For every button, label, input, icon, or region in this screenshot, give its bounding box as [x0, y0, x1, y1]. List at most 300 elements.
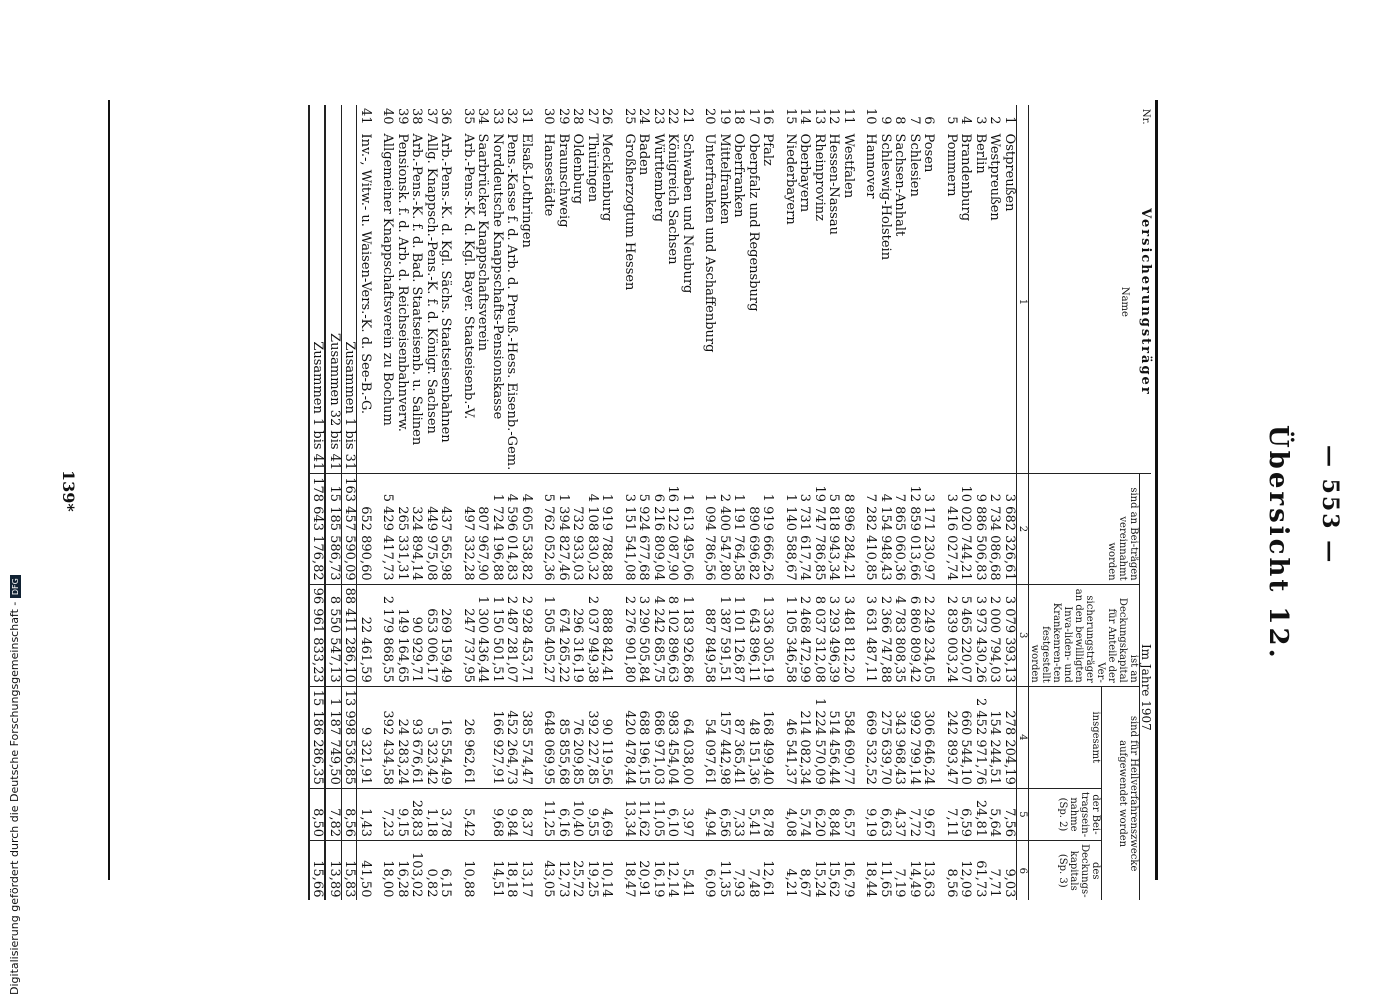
row-capital: 3 481 812,20 [841, 584, 856, 686]
row-healing-total: 54 097,61 [702, 686, 717, 788]
row-healing-total [475, 686, 490, 788]
row-capital: 3 079 393,13 [1002, 584, 1017, 686]
row-nr: 3 [973, 116, 988, 125]
table-row [973, 105, 988, 900]
row-name: Hessen-Nassau [826, 131, 841, 474]
header-colnums [1017, 105, 1029, 900]
row-pct-contributions [475, 788, 490, 840]
row-pct-contributions: 11,25 [541, 788, 556, 840]
row-capital: 296 316,19 [570, 584, 585, 686]
group-gap [855, 105, 863, 900]
row-capital: 8 102 896,63 [665, 584, 680, 686]
table-row [357, 105, 372, 900]
group-gap [372, 105, 380, 900]
row-healing-total: 90 119,56 [599, 686, 614, 788]
table-row [599, 105, 614, 900]
row-capital: 2 366 747,88 [878, 584, 893, 686]
row-pct-contributions: 11,62 [636, 788, 651, 840]
row-contributions: 5 762 052,36 [541, 474, 556, 584]
row-pct-capital: 7,19 [892, 868, 908, 898]
row-nr: 23 [651, 108, 666, 125]
row-pct-contributions: 4,08 [783, 788, 798, 840]
row-contributions: 3 731 617,74 [797, 474, 812, 584]
row-pct-contributions: 3,78 [438, 788, 453, 840]
row-name: Thüringen [585, 131, 600, 474]
table-row [395, 105, 410, 900]
row-capital: 3 973 430,26 [973, 584, 988, 686]
row-pct-contributions: 9,55 [585, 788, 600, 840]
footer-mark: 139* [59, 470, 78, 512]
row-pct-capital: 14,49 [907, 860, 922, 898]
row-name: Schlesien [907, 131, 922, 474]
row-contributions: 652 890,60 [357, 474, 372, 584]
row-contributions: 265 331,31 [395, 474, 410, 584]
table-row [841, 105, 856, 900]
row-name: Hansestädte [541, 131, 556, 474]
row-capital: 2 037 949,38 [585, 584, 600, 686]
row-capital: 2 249 234,05 [921, 584, 936, 686]
row-nr: 15 [783, 108, 798, 125]
row-capital: 1 505 405,27 [541, 584, 556, 686]
header-col4: insgesamt [1029, 686, 1102, 788]
row-pct-capital: 19,25 [585, 860, 600, 898]
table-row [702, 105, 717, 900]
row-contributions: 8 896 284,21 [841, 474, 856, 584]
colnum-6: 6 [1017, 841, 1029, 901]
row-contributions: 1 394 827,46 [556, 474, 571, 584]
row-capital: 2 839 003,24 [944, 584, 959, 686]
row-nr: 25 [622, 108, 637, 125]
row-pct-contributions: 4,37 [892, 788, 907, 840]
row-pct-contributions: 9,19 [863, 788, 878, 840]
table-row [907, 105, 922, 900]
row-healing-total: 154 244,51 [987, 686, 1002, 788]
row-contributions: 3 171 230,97 [921, 474, 936, 584]
table-row [651, 105, 666, 900]
row-nr: 5 [944, 116, 959, 125]
row-contributions: 497 332,28 [461, 474, 476, 584]
row-capital: 887 849,58 [702, 584, 717, 686]
row-capital: 888 842,41 [599, 584, 614, 686]
row-name: Pensionsk. f. d. Arb. d. Reichseisenbahnverw. [395, 131, 410, 474]
row-healing-total: 983 454,04 [665, 686, 680, 788]
row-nr: 17 [746, 108, 761, 125]
row-contributions: 16 122 087,90 [665, 474, 680, 584]
row-pct-contributions: 6,59 [958, 788, 973, 840]
row-nr: 24 [636, 108, 652, 125]
table-row [409, 105, 424, 900]
total-capital: 88 411 286,10 [342, 584, 358, 686]
row-contributions: 5 429 417,73 [380, 474, 395, 584]
row-pct-contributions: 1,43 [357, 788, 372, 840]
row-capital: 5 465 220,07 [958, 584, 973, 686]
row-capital: 2 468 472,99 [797, 584, 812, 686]
row-healing-total: 278 204,19 [1002, 686, 1017, 788]
row-name: Oberpfalz und Regensburg [746, 131, 761, 474]
row-pct-capital: 8,56 [944, 868, 959, 898]
total-contributions: 178 643 176,82 [309, 474, 326, 584]
row-nr: 10 [863, 108, 879, 125]
table-row [731, 105, 746, 900]
header-name-label: Name [1119, 286, 1130, 317]
row-pct-capital: 13,63 [921, 860, 937, 898]
row-nr: 22 [665, 108, 681, 125]
row-healing-total: 16 554,49 [438, 686, 453, 788]
total-label: Zusammen 1 bis 41 [309, 131, 326, 474]
row-contributions: 3 682 326,61 [1002, 474, 1017, 584]
row-name: Westpreußen [987, 131, 1002, 474]
row-capital: 3 293 496,39 [826, 584, 841, 686]
row-pct-capital: 11,65 [878, 860, 893, 898]
table-row [380, 105, 395, 900]
row-pct-capital: 15,62 [826, 860, 842, 898]
table-row [519, 105, 534, 900]
row-name: Rheinprovinz [812, 131, 827, 474]
table-row [680, 105, 695, 900]
row-pct-capital: 16,19 [651, 860, 666, 898]
colnum-4: 4 [1017, 686, 1029, 788]
row-healing-total: 242 893,47 [944, 686, 959, 788]
row-healing-total: 420 478,44 [622, 686, 637, 788]
row-nr: 36 [438, 108, 454, 125]
row-capital: 4 783 808,35 [892, 584, 907, 686]
header-year: Im Jahre 1907 [1140, 474, 1152, 901]
row-pct-capital: 61,73 [973, 860, 988, 898]
row-nr: 40 [380, 108, 396, 125]
row-contributions: 890 696,82 [746, 474, 761, 584]
row-pct-contributions: 9,15 [395, 788, 410, 840]
row-healing-total: 660 544,10 [958, 686, 973, 788]
row-name: Niederbayern [783, 131, 798, 474]
row-pct-contributions: 6,10 [665, 788, 680, 840]
total-healing: 1 187 749,50 [326, 686, 342, 788]
row-healing-total: 5 323,42 [424, 686, 439, 788]
row-pct-capital: 25,72 [570, 860, 586, 898]
row-contributions: 6 216 809,04 [651, 474, 666, 584]
group-gap [694, 105, 702, 900]
row-name: Arb.-Pens.-K. d. Kgl. Sächs. Staatseisenbahnen [438, 131, 453, 474]
row-name: Arb.-Pens.-K. f. d. Bad. Staatseisenb. u. Salinen [409, 131, 424, 474]
row-healing-total: 48 151,36 [746, 686, 761, 788]
row-pct-contributions: 28,83 [409, 788, 424, 840]
row-name: Elsaß-Lothringen [519, 131, 534, 474]
row-healing-total: 1 224 570,09 [812, 686, 827, 788]
row-contributions: 807 967,90 [475, 474, 490, 584]
row-nr: 41 [358, 108, 373, 125]
row-pct-contributions: 24,81 [973, 788, 988, 840]
row-nr: 13 [812, 108, 827, 125]
row-nr: 21 [680, 108, 695, 125]
table-row [826, 105, 841, 900]
row-healing-total: 688 196,15 [636, 686, 651, 788]
table-row [878, 105, 893, 900]
row-capital: 247 737,95 [461, 584, 476, 686]
row-pct-contributions: 5,41 [746, 788, 761, 840]
row-name: Baden [636, 131, 651, 474]
row-nr: 14 [797, 108, 813, 125]
table-body [309, 105, 1017, 900]
row-pct-contributions: 4,69 [599, 788, 614, 840]
row-nr: 12 [826, 108, 842, 125]
row-pct-contributions: 6,16 [556, 788, 571, 840]
total-pct-contributions: 8,56 [342, 788, 358, 840]
row-pct-capital: 16,79 [841, 860, 856, 898]
row-name: Berlin [973, 131, 988, 474]
row-name: Pens.-Kasse f. d. Arb. d. Preuß.-Hess. Eisenb.-Gem. [504, 131, 519, 474]
table-row [1002, 105, 1017, 900]
total-pct-capital: 15,66 [309, 841, 326, 901]
row-nr: 16 [760, 108, 776, 125]
row-capital: 3 631 487,11 [863, 584, 878, 686]
row-healing-total: 584 690,77 [841, 686, 856, 788]
row-name: Hannover [863, 131, 878, 474]
row-healing-total: 385 574,47 [519, 686, 534, 788]
row-contributions: 4 108 830,32 [585, 474, 600, 584]
row-name: Unterfranken und Aschaffenburg [702, 131, 717, 474]
row-healing-total: 669 532,52 [863, 686, 878, 788]
row-pct-contributions: 10,40 [570, 788, 585, 840]
table-row [622, 105, 637, 900]
row-contributions: 449 975,08 [424, 474, 439, 584]
row-pct-contributions: 9,68 [490, 788, 505, 840]
row-name: Württemberg [651, 131, 666, 474]
row-contributions: 4 605 538,82 [519, 474, 534, 584]
header-col2: sind an Bei-trägen vereinnahmt worden [1029, 474, 1140, 584]
row-capital: 653 006,17 [424, 584, 439, 686]
table-row [746, 105, 761, 900]
row-healing-total: 392 434,58 [380, 686, 395, 788]
row-capital: 1 300 436,44 [475, 584, 490, 686]
row-name: Sachsen-Anhalt [892, 131, 907, 474]
row-nr: 33 [490, 108, 505, 125]
row-capital: 2 276 901,80 [622, 584, 637, 686]
row-nr: 18 [731, 108, 747, 125]
group-gap [775, 105, 783, 900]
row-healing-total: 992 799,14 [907, 686, 922, 788]
row-contributions: 1 919 666,26 [760, 474, 775, 584]
data-table [308, 105, 1151, 900]
row-healing-total: 166 927,91 [490, 686, 505, 788]
row-name: Brandenburg [958, 131, 973, 474]
row-name: Saarbrücker Knappschaftsverein [475, 131, 490, 474]
row-healing-total: 85 855,68 [556, 686, 571, 788]
table-row [504, 105, 519, 900]
row-pct-capital: 14,51 [490, 860, 505, 898]
row-healing-total: 9 321,91 [357, 686, 372, 788]
row-name: Schwaben und Neuburg [680, 131, 695, 474]
credit-text: Digitalisierung gefördert durch die Deutsche Forschungsgemeinschaft - [8, 601, 21, 995]
table-row [541, 105, 556, 900]
row-pct-contributions: 4,94 [702, 788, 717, 840]
row-pct-capital: 12,14 [665, 860, 681, 898]
table-row [665, 105, 680, 900]
row-capital: 22 461,59 [357, 584, 372, 686]
row-healing-total: 392 227,85 [585, 686, 600, 788]
table-row [812, 105, 827, 900]
row-healing-total: 46 541,37 [783, 686, 798, 788]
row-pct-capital: 16,28 [395, 860, 410, 898]
row-nr: 28 [570, 108, 586, 125]
row-healing-total: 686 971,03 [651, 686, 666, 788]
row-nr: 29 [556, 108, 571, 125]
row-contributions: 5 924 677,68 [636, 474, 651, 584]
header-col34group: sind für Heilverfahrenszwecke aufgewendet worden [1102, 686, 1140, 900]
table-row [760, 105, 775, 900]
group-gap [533, 105, 541, 900]
header-nr: Nr. [1029, 105, 1152, 131]
row-pct-capital: 10,14 [599, 860, 615, 898]
total-row [309, 105, 326, 900]
row-contributions: 4 596 014,83 [504, 474, 519, 584]
table-row [921, 105, 936, 900]
row-name: Ostpreußen [1002, 131, 1017, 474]
row-capital: 90 929,71 [409, 584, 424, 686]
row-capital: 643 896,11 [746, 584, 761, 686]
row-contributions: 732 933,03 [570, 474, 585, 584]
row-healing-total: 26 962,61 [461, 686, 476, 788]
row-capital: 3 290 505,84 [636, 584, 651, 686]
row-contributions: 7 282 410,85 [863, 474, 878, 584]
row-pct-capital: 7,93 [731, 868, 747, 898]
total-label: Zusammen 32 bis 41 [326, 131, 342, 474]
row-pct-contributions: 6,57 [841, 788, 856, 840]
row-nr: 2 [987, 116, 1003, 125]
row-contributions: 10 020 744,21 [958, 474, 973, 584]
row-pct-capital: 10,88 [461, 860, 476, 898]
row-capital: 149 164,65 [395, 584, 410, 686]
row-pct-capital: 12,61 [760, 860, 776, 898]
table-row [717, 105, 732, 900]
row-nr: 39 [395, 108, 410, 125]
row-pct-capital: 18,00 [380, 860, 396, 898]
row-healing-total: 24 283,24 [395, 686, 410, 788]
row-pct-capital: 11,35 [717, 860, 732, 898]
row-pct-contributions: 7,33 [731, 788, 746, 840]
total-nr [342, 105, 358, 131]
table-row [987, 105, 1002, 900]
row-capital: 2 000 794,03 [987, 584, 1002, 686]
total-row [326, 105, 342, 900]
row-pct-capital [475, 841, 490, 901]
colnum-2: 2 [1017, 474, 1029, 584]
header-group: Versicherungsträger [1138, 208, 1153, 396]
row-nr: 6 [921, 116, 937, 125]
row-pct-capital: 8,67 [797, 868, 813, 898]
row-contributions: 324 894,14 [409, 474, 424, 584]
row-nr: 37 [424, 108, 439, 125]
table-row [585, 105, 600, 900]
row-contributions: 9 886 506,83 [973, 474, 988, 584]
row-name: Oberbayern [797, 131, 812, 474]
row-pct-capital: 7,48 [746, 868, 761, 898]
group-gap [453, 105, 461, 900]
row-pct-capital: 18,47 [622, 860, 637, 898]
row-capital: 4 242 685,75 [651, 584, 666, 686]
table-row [636, 105, 651, 900]
row-name: Allg. Knappsch.-Pens.-K. f. d. Königr. Sachsen [424, 131, 439, 474]
row-capital: 1 150 501,51 [490, 584, 505, 686]
row-healing-total: 514 456,44 [826, 686, 841, 788]
row-pct-contributions: 3,97 [680, 788, 695, 840]
row-contributions: 3 416 027,74 [944, 474, 959, 584]
table-row [958, 105, 973, 900]
row-pct-contributions: 7,72 [907, 788, 922, 840]
row-nr: 26 [599, 108, 615, 125]
row-capital: 269 159,49 [438, 584, 453, 686]
row-pct-contributions: 7,56 [1002, 788, 1017, 840]
page-number: — 553 — [1317, 445, 1343, 565]
row-nr: 9 [878, 116, 893, 125]
row-pct-contributions: 7,23 [380, 788, 395, 840]
row-capital: 2 179 868,55 [380, 584, 395, 686]
table-row [892, 105, 907, 900]
row-contributions: 3 151 541,08 [622, 474, 637, 584]
row-nr: 7 [907, 116, 922, 125]
total-pct-capital: 15,83 [342, 841, 358, 901]
row-name: Mecklenburg [599, 131, 614, 474]
total-capital: 96 961 833,23 [309, 584, 326, 686]
row-name: Norddeutsche Knappschafts-Pensionskasse [490, 131, 505, 474]
row-contributions: 1 140 588,67 [783, 474, 798, 584]
row-contributions: 1 613 495,06 [680, 474, 695, 584]
table-row [475, 105, 490, 900]
colnum-1: 1 [1017, 131, 1029, 474]
row-name: Pommern [944, 131, 959, 474]
row-nr: 38 [409, 108, 425, 125]
row-contributions: 437 565,98 [438, 474, 453, 584]
row-pct-contributions: 1,18 [424, 788, 439, 840]
row-healing-total: 343 968,43 [892, 686, 907, 788]
table-row [438, 105, 453, 900]
total-healing: 13 998 536,85 [342, 686, 358, 788]
row-pct-capital: 13,17 [519, 860, 534, 898]
row-pct-contributions: 7,11 [944, 788, 959, 840]
row-capital: 674 265,22 [556, 584, 571, 686]
row-name: Oberfranken [731, 131, 746, 474]
row-name: Pfalz [760, 131, 775, 474]
total-row [342, 105, 358, 900]
row-nr: 27 [585, 108, 600, 125]
table-row [490, 105, 505, 900]
row-pct-capital: 7,71 [987, 868, 1003, 898]
row-capital: 1 183 926,86 [680, 584, 695, 686]
row-healing-total: 452 264,73 [504, 686, 519, 788]
row-capital: 1 387 591,51 [717, 584, 732, 686]
row-pct-capital: 41,50 [358, 860, 373, 898]
row-capital: 1 101 126,87 [731, 584, 746, 686]
group-gap [936, 105, 944, 900]
row-nr: 19 [717, 108, 732, 125]
row-pct-capital: 12,09 [958, 860, 974, 898]
row-nr: 30 [541, 108, 557, 125]
row-pct-contributions: 5,74 [797, 788, 812, 840]
row-pct-contributions: 11,05 [651, 788, 666, 840]
row-pct-contributions: 8,37 [519, 788, 534, 840]
row-capital: 8 037 312,08 [812, 584, 827, 686]
row-contributions: 7 865 060,36 [892, 474, 907, 584]
colnum-3: 3 [1017, 584, 1029, 686]
row-capital: 2 928 453,71 [519, 584, 534, 686]
row-name: Braunschweig [556, 131, 571, 474]
group-gap [614, 105, 622, 900]
row-name: Arb.-Pens.-K. d. Kgl. Bayer. Staatseisenb.-V. [461, 131, 476, 474]
row-healing-total: 64 038,00 [680, 686, 695, 788]
row-pct-capital: 9,03 [1002, 868, 1017, 898]
row-pct-capital: 12,73 [556, 860, 571, 898]
row-contributions: 1 094 786,56 [702, 474, 717, 584]
row-healing-total: 306 646,24 [921, 686, 936, 788]
row-pct-contributions: 8,78 [760, 788, 775, 840]
